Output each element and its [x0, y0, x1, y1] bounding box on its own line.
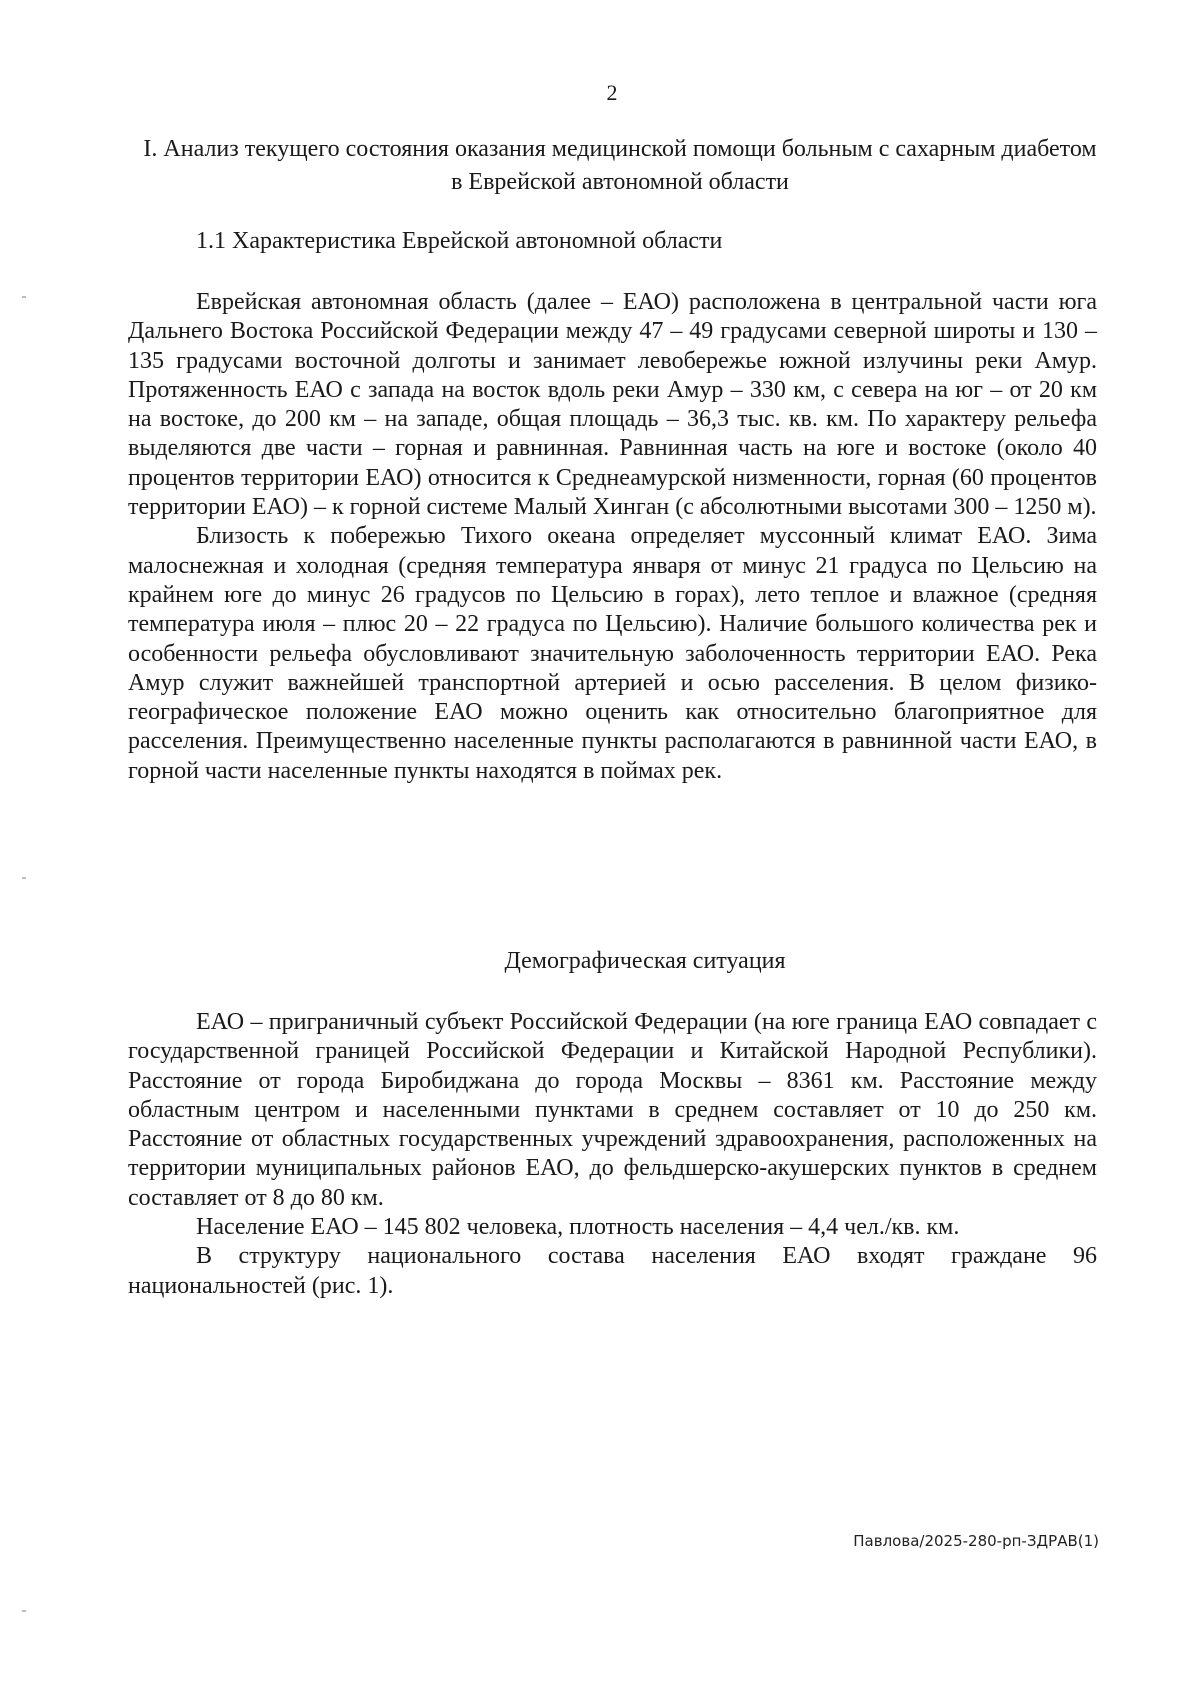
scan-margin-mark [22, 296, 26, 298]
page-number: 2 [606, 80, 618, 105]
section-title: I. Анализ текущего состояния оказания медицинской помощи больным с сахарным диабетом в Еврейской автономной области [143, 136, 1097, 195]
scan-margin-mark [22, 877, 26, 879]
subsection-title: 1.1 Характеристика Еврейской автономной области [196, 228, 723, 254]
scan-margin-mark [22, 1610, 26, 1612]
paragraph: В структуру национального состава населения ЕАО входят граждане 96 национальностей (рис. 1). [128, 1243, 1097, 1299]
characteristics-text [128, 288, 1097, 786]
demographics-text [128, 1008, 1097, 1301]
paragraph: ЕАО – приграничный субъект Российской Федерации (на юге граница ЕАО совпадает с государственной границей Российской Федерации и Китайской Народной Республики). Расстояние от города Биробиджана до города Москвы – 8361 км. Расстояние между областным центром и населенными пунктами в среднем составляет от 10 до 250 км. Расстояние от областных государственных учреждений здравоохранения, расположенных на территории муниципальных районов ЕАО, до фельдшерско-акушерских пунктов в среднем составляет от 8 до 80 км. [128, 1009, 1097, 1211]
document-code: Павлова/2025-280-рп-ЗДРАВ(1) [853, 1532, 1099, 1550]
paragraph: Население ЕАО – 145 802 человека, плотность населения – 4,4 чел./кв. км. [196, 1214, 960, 1241]
paragraph: Еврейская автономная область (далее – ЕАО) расположена в центральной части юга Дальнего Востока Российской Федерации между 47 – 49 градусами северной широты и 130 – 135 градусами восточной долготы и занимает левобережье южной излучины реки Амур. Протяженность ЕАО с запада на восток вдоль реки Амур – 330 км, с севера на юг – от 20 км на востоке, до 200 км – на западе, общая площадь – 36,3 тыс. кв. км. По характеру рельефа выделяются две части – горная и равнинная. Равнинная часть на юге и востоке (около 40 процентов территории ЕАО) относится к Среднеамурской низменности, горная (60 процентов территории ЕАО) – к горной системе Малый Хинган (с абсолютными высотами 300 – 1250 м). [128, 289, 1097, 521]
paragraph: Близость к побережью Тихого океана определяет муссонный климат ЕАО. Зима малоснежная и холодная (средняя температура января от минус 21 градуса по Цельсию на крайнем юге до минус 26 градусов по Цельсию в горах), лето теплое и влажное (средняя температура июля – плюс 20 – 22 градуса по Цельсию). Наличие большого количества рек и особенности рельефа обусловливают значительную заболоченность территории ЕАО. Река Амур служит важнейшей транспортной артерией и осью расселения. В целом физико-географическое положение ЕАО можно оценить как относительно благоприятное для расселения. Преимущественно населенные пункты располагаются в равнинной части ЕАО, в горной части населенные пункты находятся в поймах рек. [128, 523, 1097, 784]
demographics-heading: Демографическая ситуация [504, 948, 786, 974]
